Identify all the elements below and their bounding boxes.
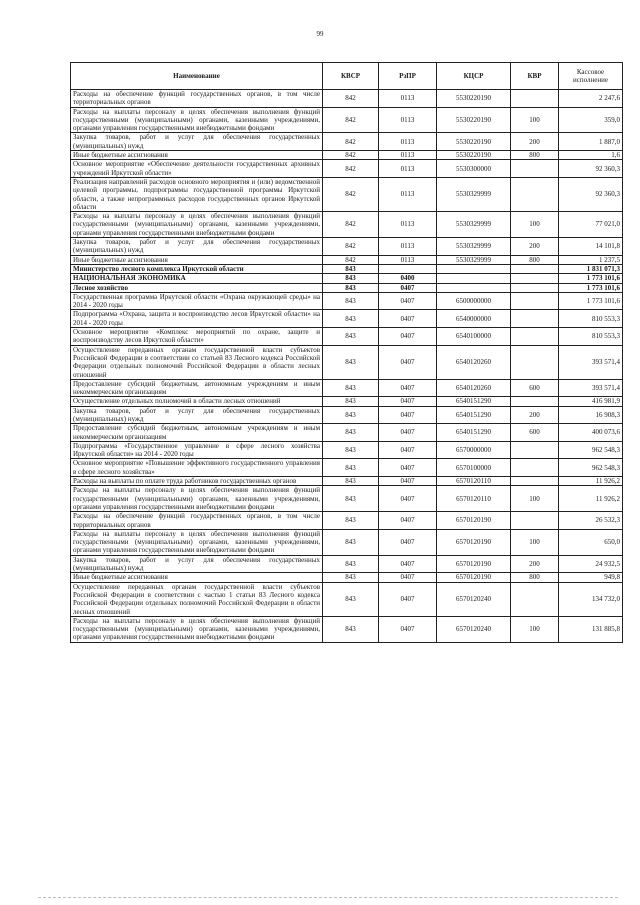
- cell-kcsr: 6570000000: [437, 441, 511, 459]
- table-row: [71, 177, 623, 211]
- cell-kcsr: 6540000000: [437, 310, 511, 328]
- cell-rzpr: 0407: [379, 345, 437, 379]
- cell-name: Предоставление субсидий бюджетным, автономным учреждениям и иным некоммерческим организациям: [71, 379, 323, 397]
- cell-kvsr: 843: [323, 379, 379, 397]
- cell-amount: 1 831 071,3: [559, 264, 623, 273]
- cell-kcsr: 6570120110: [437, 477, 511, 486]
- cell-kvr: [511, 477, 559, 486]
- cell-kvr: [511, 582, 559, 616]
- cell-kcsr: 5530220190: [437, 107, 511, 133]
- cell-rzpr: 0407: [379, 555, 437, 573]
- cell-rzpr: 0407: [379, 292, 437, 310]
- table-row: [71, 292, 623, 310]
- cell-kcsr: 6570120240: [437, 582, 511, 616]
- table-row: [71, 283, 623, 292]
- header-amount: Кассовое исполнение: [559, 63, 623, 90]
- cell-kcsr: 6540151290: [437, 406, 511, 424]
- table-row: [71, 264, 623, 273]
- cell-name: Расходы на обеспечение функций государственных органов, в том числе территориальных органов: [71, 90, 323, 108]
- table-row: [71, 512, 623, 530]
- cell-name: Лесное хозяйство: [71, 283, 323, 292]
- cell-rzpr: 0113: [379, 90, 437, 108]
- cell-rzpr: 0113: [379, 255, 437, 264]
- cell-amount: 134 732,0: [559, 582, 623, 616]
- table-row: [71, 310, 623, 328]
- cell-kvsr: 843: [323, 486, 379, 512]
- cell-kvr: [511, 274, 559, 283]
- cell-kcsr: 5530220190: [437, 90, 511, 108]
- cell-rzpr: 0113: [379, 238, 437, 256]
- cell-kvsr: 842: [323, 255, 379, 264]
- cell-kvr: [511, 397, 559, 406]
- table-row: [71, 90, 623, 108]
- cell-kvr: 100: [511, 616, 559, 642]
- cell-kcsr: 5530329999: [437, 177, 511, 211]
- cell-amount: 14 101,8: [559, 238, 623, 256]
- table-row: [71, 555, 623, 573]
- cell-kcsr: 6540120260: [437, 345, 511, 379]
- cell-kvr: 600: [511, 424, 559, 442]
- cell-kcsr: 6540151290: [437, 397, 511, 406]
- cell-kcsr: 6570120240: [437, 616, 511, 642]
- cell-kvr: [511, 292, 559, 310]
- cell-name: Закупка товаров, работ и услуг для обеспечения государственных (муниципальных) нужд: [71, 133, 323, 151]
- cell-kvr: [511, 160, 559, 178]
- table-row: [71, 529, 623, 555]
- cell-amount: 810 553,3: [559, 310, 623, 328]
- cell-kvsr: 843: [323, 283, 379, 292]
- cell-kcsr: 6570120190: [437, 529, 511, 555]
- page-number: 99: [316, 30, 324, 38]
- table-row: [71, 160, 623, 178]
- cell-rzpr: 0407: [379, 477, 437, 486]
- cell-amount: 26 532,3: [559, 512, 623, 530]
- table-row: [71, 107, 623, 133]
- table-row: [71, 345, 623, 379]
- cell-kvsr: 843: [323, 292, 379, 310]
- cell-kvr: 800: [511, 255, 559, 264]
- cell-kvr: 200: [511, 238, 559, 256]
- cell-kcsr: 6570100000: [437, 459, 511, 477]
- cell-name: Иные бюджетные ассигнования: [71, 151, 323, 160]
- cell-rzpr: 0407: [379, 616, 437, 642]
- cell-kcsr: 6570120190: [437, 573, 511, 582]
- cell-kvsr: 843: [323, 616, 379, 642]
- cell-rzpr: 0407: [379, 328, 437, 346]
- cell-kcsr: [437, 283, 511, 292]
- cell-kcsr: 6540120260: [437, 379, 511, 397]
- cell-kvr: 100: [511, 107, 559, 133]
- cell-kcsr: 6540151290: [437, 424, 511, 442]
- cell-amount: 77 021,0: [559, 212, 623, 238]
- cell-rzpr: 0407: [379, 512, 437, 530]
- cell-kvr: [511, 310, 559, 328]
- cell-rzpr: 0407: [379, 459, 437, 477]
- cell-rzpr: 0113: [379, 133, 437, 151]
- header-kcsr: КЦСР: [437, 63, 511, 90]
- cell-kvsr: 843: [323, 345, 379, 379]
- cell-name: Закупка товаров, работ и услуг для обеспечения государственных (муниципальных) нужд: [71, 555, 323, 573]
- cell-kvsr: 843: [323, 573, 379, 582]
- cell-kvr: [511, 328, 559, 346]
- table-body: [71, 90, 623, 643]
- table-row: [71, 441, 623, 459]
- table-row: [71, 573, 623, 582]
- cell-kvsr: 842: [323, 107, 379, 133]
- cell-kvsr: 842: [323, 177, 379, 211]
- cell-rzpr: 0113: [379, 107, 437, 133]
- cell-amount: 2 247,6: [559, 90, 623, 108]
- cell-kcsr: 6500000000: [437, 292, 511, 310]
- cell-kvsr: 843: [323, 512, 379, 530]
- table-row: [71, 486, 623, 512]
- cell-kcsr: 5530220190: [437, 133, 511, 151]
- cell-kvsr: 843: [323, 328, 379, 346]
- cell-amount: 962 548,3: [559, 459, 623, 477]
- cell-name: Расходы на обеспечение функций государственных органов, в том числе территориальных органов: [71, 512, 323, 530]
- cell-amount: 92 360,3: [559, 160, 623, 178]
- budget-execution-table: [70, 62, 623, 643]
- cell-kvr: 100: [511, 486, 559, 512]
- cell-kvsr: 842: [323, 151, 379, 160]
- cell-name: Предоставление субсидий бюджетным, автономным учреждениям и иным некоммерческим организациям: [71, 424, 323, 442]
- cell-name: Расходы на выплаты по оплате труда работников государственных органов: [71, 477, 323, 486]
- cell-kvr: 600: [511, 379, 559, 397]
- cell-name: Расходы на выплаты персоналу в целях обеспечения выполнения функций государственными (муниципальными) органами, казенными учреждениями, органами управления государственными внебюджетными фондами: [71, 529, 323, 555]
- header-name: Наименование: [71, 63, 323, 90]
- cell-name: Расходы на выплаты персоналу в целях обеспечения выполнения функций государственными (муниципальными) органами, казенными учреждениями, органами управления государственными внебюджетными фондами: [71, 616, 323, 642]
- table-row: [71, 212, 623, 238]
- cell-rzpr: 0407: [379, 582, 437, 616]
- cell-rzpr: 0407: [379, 441, 437, 459]
- table-row: [71, 459, 623, 477]
- cell-rzpr: 0407: [379, 424, 437, 442]
- cell-name: Основное мероприятие «Комплекс мероприятий по охране, защите и воспроизводству лесов Иркутской области»: [71, 328, 323, 346]
- cell-kvr: [511, 177, 559, 211]
- cell-kvsr: 842: [323, 238, 379, 256]
- cell-amount: 1 773 101,6: [559, 283, 623, 292]
- cell-kvsr: 843: [323, 529, 379, 555]
- table-row: [71, 274, 623, 283]
- cell-rzpr: 0407: [379, 397, 437, 406]
- cell-kvr: [511, 345, 559, 379]
- cell-rzpr: 0407: [379, 379, 437, 397]
- cell-kcsr: 6570120110: [437, 486, 511, 512]
- cell-amount: 810 553,3: [559, 328, 623, 346]
- cell-amount: 1 773 101,6: [559, 274, 623, 283]
- cell-name: Иные бюджетные ассигнования: [71, 255, 323, 264]
- cell-kvsr: 843: [323, 477, 379, 486]
- cell-kvsr: 843: [323, 310, 379, 328]
- cell-amount: 393 571,4: [559, 345, 623, 379]
- cell-rzpr: 0113: [379, 177, 437, 211]
- cell-name: Иные бюджетные ассигнования: [71, 573, 323, 582]
- cell-kvsr: 843: [323, 397, 379, 406]
- cell-name: Подпрограмма «Охрана, защита и воспроизводство лесов Иркутской области» на 2014 - 2020 годы: [71, 310, 323, 328]
- cell-kvr: 800: [511, 151, 559, 160]
- cell-kvsr: 843: [323, 424, 379, 442]
- scan-edge-line: [38, 897, 618, 899]
- cell-kvsr: 843: [323, 264, 379, 273]
- table-row: [71, 424, 623, 442]
- cell-name: Реализация направлений расходов основного мероприятия и (или) ведомственной целевой программы, подпрограммы государственной программы Иркутской области, а также непрограммных расходов государственных органов Иркутской области: [71, 177, 323, 211]
- cell-kcsr: 5530220190: [437, 151, 511, 160]
- cell-kvr: 200: [511, 406, 559, 424]
- cell-rzpr: 0407: [379, 486, 437, 512]
- cell-name: Осуществление отдельных полномочий в области лесных отношений: [71, 397, 323, 406]
- cell-name: Основное мероприятие «Обеспечение деятельности государственных архивных учреждений Иркутской области»: [71, 160, 323, 178]
- table-row: [71, 397, 623, 406]
- cell-kvsr: 843: [323, 459, 379, 477]
- cell-kcsr: 5530300000: [437, 160, 511, 178]
- cell-amount: 359,0: [559, 107, 623, 133]
- cell-kvsr: 843: [323, 274, 379, 283]
- cell-name: НАЦИОНАЛЬНАЯ ЭКОНОМИКА: [71, 274, 323, 283]
- cell-name: Расходы на выплаты персоналу в целях обеспечения выполнения функций государственными (муниципальными) органами, казенными учреждениями, органами управления государственными внебюджетными фондами: [71, 107, 323, 133]
- cell-kvsr: 842: [323, 90, 379, 108]
- cell-kvr: 200: [511, 555, 559, 573]
- cell-kcsr: 5530329999: [437, 238, 511, 256]
- cell-rzpr: 0407: [379, 573, 437, 582]
- cell-kcsr: 5530329999: [437, 255, 511, 264]
- cell-name: Государственная программа Иркутской области «Охрана окружающей среды» на 2014 - 2020 годы: [71, 292, 323, 310]
- cell-rzpr: 0400: [379, 274, 437, 283]
- cell-kcsr: 6570120190: [437, 555, 511, 573]
- header-kvsr: КВСР: [323, 63, 379, 90]
- cell-amount: 949,8: [559, 573, 623, 582]
- cell-kvsr: 843: [323, 555, 379, 573]
- cell-kvr: 100: [511, 529, 559, 555]
- cell-rzpr: 0113: [379, 151, 437, 160]
- cell-amount: 11 926,2: [559, 486, 623, 512]
- cell-amount: 1 237,5: [559, 255, 623, 264]
- cell-kvr: [511, 512, 559, 530]
- cell-rzpr: 0113: [379, 160, 437, 178]
- cell-name: Осуществление переданных органам государственной власти субъектов Российской Федерации в соответствии с частью 1 статьи 83 Лесного кодекса Российской Федерации отдельных полномочий Российской Федерации в области лесных отношений: [71, 582, 323, 616]
- cell-amount: 24 932,5: [559, 555, 623, 573]
- cell-rzpr: 0407: [379, 283, 437, 292]
- cell-kcsr: [437, 264, 511, 273]
- cell-amount: 416 981,9: [559, 397, 623, 406]
- table-row: [71, 379, 623, 397]
- table-row: [71, 406, 623, 424]
- header-kvr: КВР: [511, 63, 559, 90]
- table-row: [71, 328, 623, 346]
- cell-kcsr: [437, 274, 511, 283]
- cell-kvr: 800: [511, 573, 559, 582]
- cell-amount: 393 571,4: [559, 379, 623, 397]
- cell-amount: 650,0: [559, 529, 623, 555]
- cell-amount: 962 548,3: [559, 441, 623, 459]
- cell-amount: 1,6: [559, 151, 623, 160]
- table-row: [71, 477, 623, 486]
- cell-name: Закупка товаров, работ и услуг для обеспечения государственных (муниципальных) нужд: [71, 238, 323, 256]
- cell-name: Подпрограмма «Государственное управление в сфере лесного хозяйства Иркутской области» на 2014 - 2020 годы: [71, 441, 323, 459]
- cell-amount: 1 887,0: [559, 133, 623, 151]
- cell-kvsr: 843: [323, 406, 379, 424]
- cell-rzpr: 0407: [379, 406, 437, 424]
- cell-amount: 131 885,8: [559, 616, 623, 642]
- cell-kvsr: 842: [323, 212, 379, 238]
- table-row: [71, 255, 623, 264]
- table-row: [71, 151, 623, 160]
- cell-kvsr: 843: [323, 441, 379, 459]
- cell-kvr: [511, 90, 559, 108]
- cell-rzpr: 0407: [379, 529, 437, 555]
- cell-name: Основное мероприятие «Повышение эффективного государственного управления в сфере лесного хозяйства»: [71, 459, 323, 477]
- table-row: [71, 582, 623, 616]
- cell-kcsr: 6570120190: [437, 512, 511, 530]
- cell-name: Министерство лесного комплекса Иркутской области: [71, 264, 323, 273]
- cell-kvr: 200: [511, 133, 559, 151]
- table-row: [71, 616, 623, 642]
- cell-name: Закупка товаров, работ и услуг для обеспечения государственных (муниципальных) нужд: [71, 406, 323, 424]
- cell-kvsr: 842: [323, 133, 379, 151]
- cell-kvr: 100: [511, 212, 559, 238]
- cell-rzpr: [379, 264, 437, 273]
- cell-kvr: [511, 264, 559, 273]
- cell-rzpr: 0407: [379, 310, 437, 328]
- cell-kvsr: 843: [323, 582, 379, 616]
- cell-kvr: [511, 459, 559, 477]
- cell-name: Расходы на выплаты персоналу в целях обеспечения выполнения функций государственными (муниципальными) органами, казенными учреждениями, органами управления государственными внебюджетными фондами: [71, 212, 323, 238]
- cell-kcsr: 5530329999: [437, 212, 511, 238]
- cell-kvr: [511, 283, 559, 292]
- cell-kcsr: 6540100000: [437, 328, 511, 346]
- table-header-row: [71, 63, 623, 90]
- cell-rzpr: 0113: [379, 212, 437, 238]
- cell-kvr: [511, 441, 559, 459]
- cell-kvsr: 842: [323, 160, 379, 178]
- cell-amount: 16 908,3: [559, 406, 623, 424]
- cell-name: Осуществление переданных органам государственной власти субъектов Российской Федерации в соответствии со статьей 83 Лесного кодекса Российской Федерации отдельных полномочий Российской Федерации в области лесных отношений: [71, 345, 323, 379]
- table-row: [71, 238, 623, 256]
- cell-name: Расходы на выплаты персоналу в целях обеспечения выполнения функций государственными (муниципальными) органами, казенными учреждениями, органами управления государственными внебюджетными фондами: [71, 486, 323, 512]
- cell-amount: 400 073,6: [559, 424, 623, 442]
- cell-amount: 11 926,2: [559, 477, 623, 486]
- cell-amount: 1 773 101,6: [559, 292, 623, 310]
- table-row: [71, 133, 623, 151]
- cell-amount: 92 360,3: [559, 177, 623, 211]
- header-rzpr: РзПР: [379, 63, 437, 90]
